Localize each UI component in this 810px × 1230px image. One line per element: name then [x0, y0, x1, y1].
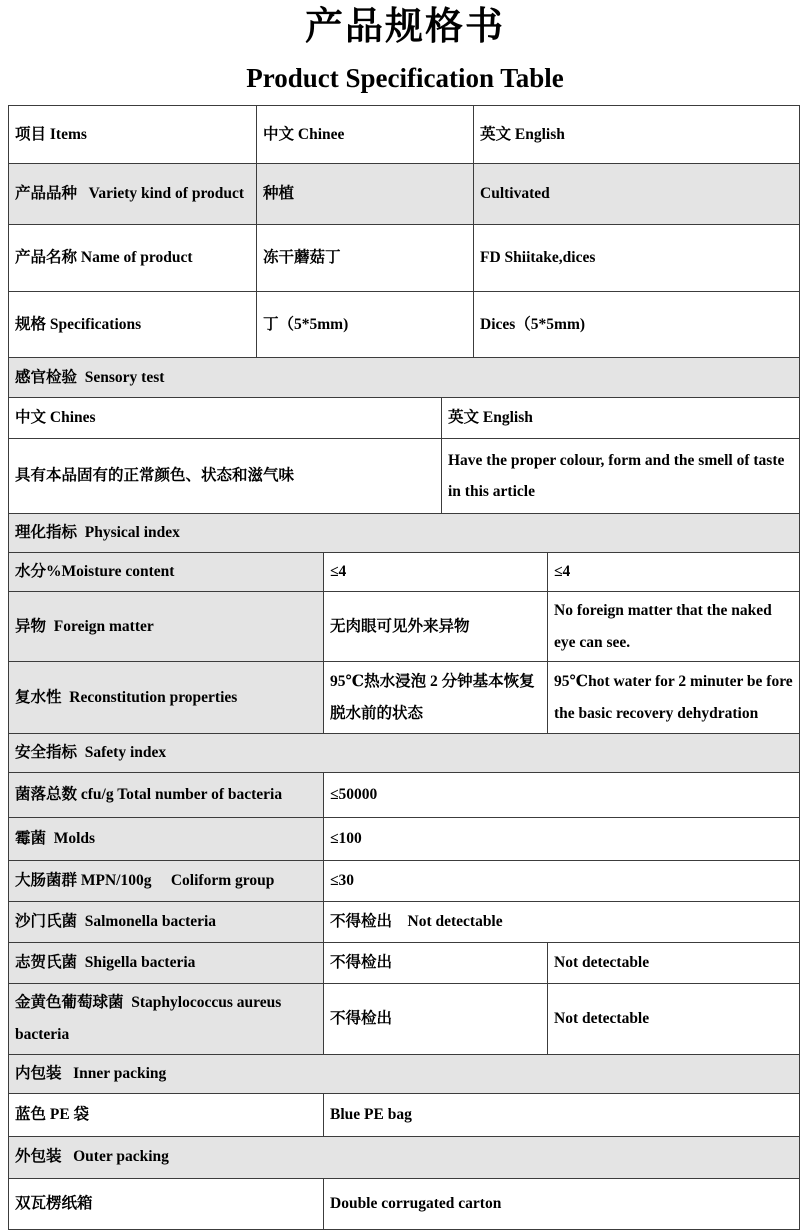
row-section-sensory-test	[9, 357, 799, 397]
cell-variety-en: Cultivated	[473, 164, 799, 224]
row-product-name	[9, 224, 799, 291]
cell-english-col-label: 英文 English	[473, 106, 799, 163]
spec-table	[8, 105, 800, 1229]
row-inner-packing	[9, 1093, 799, 1136]
cell-staphylococcus-cn: 不得检出	[323, 984, 547, 1054]
cell-specifications-label: 规格 Specifications	[15, 315, 142, 333]
cell-foreign-matter-cn: 无肉眼可见外来异物	[323, 592, 547, 662]
cell-sensory-cn-label: 中文 Chines	[15, 409, 96, 427]
cell-items-label: 项目 Items	[15, 125, 87, 143]
section-header-physical-index: 理化指标 Physical index	[9, 514, 799, 552]
row-total-bacteria	[9, 772, 799, 817]
cell-coliform-label: 大肠菌群 MPN/100g Coliform group	[9, 861, 323, 901]
cell-sensory-en-label: 英文 English	[441, 398, 799, 438]
row-molds	[9, 817, 799, 860]
cell-total-bacteria-label: 菌落总数 cfu/g Total number of bacteria	[9, 773, 323, 817]
cell-shigella-cn: 不得检出	[323, 943, 547, 983]
row-items-header	[9, 106, 799, 163]
page-subtitle: Product Specification Table	[246, 62, 564, 93]
cell-staphylococcus-en: Not detectable	[547, 984, 799, 1054]
row-reconstitution	[9, 661, 799, 733]
cell-specifications-en: Dices（5*5mm)	[473, 292, 799, 357]
cell-outer-packing-en: Double corrugated carton	[323, 1179, 799, 1229]
cell-inner-packing-en: Blue PE bag	[323, 1094, 799, 1136]
row-section-outer-packing	[9, 1136, 799, 1178]
cell-variety-cn: 种植	[256, 164, 473, 224]
row-sensory-description	[9, 438, 799, 513]
cell-reconstitution-label: 复水性 Reconstitution properties	[9, 662, 323, 733]
cell-foreign-matter-label: 异物 Foreign matter	[9, 592, 323, 662]
cell-total-bacteria-value: ≤50000	[323, 773, 799, 817]
cell-sensory-desc-cn: 具有本品固有的正常颜色、状态和滋气味	[15, 467, 295, 485]
cell-product-name-label: 产品名称 Name of product	[15, 249, 193, 267]
cell-reconstitution-cn: 95℃热水浸泡 2 分钟基本恢复脱水前的状态	[323, 662, 547, 733]
row-foreign-matter	[9, 591, 799, 662]
row-section-inner-packing	[9, 1054, 799, 1093]
cell-moisture-cn: ≤4	[323, 553, 547, 591]
cell-shigella-en: Not detectable	[547, 943, 799, 983]
cell-moisture-label: 水分%Moisture content	[9, 553, 323, 591]
section-header-outer-packing: 外包装 Outer packing	[9, 1137, 799, 1178]
cell-inner-packing-cn: 蓝色 PE 袋	[15, 1105, 90, 1123]
row-staphylococcus	[9, 983, 799, 1054]
row-coliform	[9, 860, 799, 901]
cell-variety-label: 产品品种 Variety kind of product	[9, 164, 256, 224]
cell-product-name-cn: 冻干蘑菇丁	[256, 225, 473, 291]
section-header-safety-index: 安全指标 Safety index	[9, 734, 799, 772]
cell-molds-label: 霉菌 Molds	[9, 818, 323, 860]
row-sensory-lang-header	[9, 397, 799, 438]
cell-reconstitution-en: 95℃hot water for 2 minuter be fore the basic recovery dehydration	[547, 662, 799, 733]
row-outer-packing	[9, 1178, 799, 1229]
cell-specifications-cn: 丁（5*5mm)	[256, 292, 473, 357]
cell-chinese-col-label: 中文 Chinee	[256, 106, 473, 163]
row-specifications	[9, 291, 799, 357]
row-section-physical-index	[9, 513, 799, 552]
cell-coliform-value: ≤30	[323, 861, 799, 901]
cell-salmonella-label: 沙门氏菌 Salmonella bacteria	[9, 902, 323, 942]
cell-salmonella-value: 不得检出 Not detectable	[323, 902, 799, 942]
cell-product-name-en: FD Shiitake,dices	[473, 225, 799, 291]
cell-foreign-matter-en: No foreign matter that the naked eye can see.	[547, 592, 799, 662]
cell-moisture-en: ≤4	[547, 553, 799, 591]
section-header-inner-packing: 内包装 Inner packing	[9, 1055, 799, 1093]
row-section-safety-index	[9, 733, 799, 772]
cell-sensory-desc-en: Have the proper colour, form and the smell of taste in this article	[441, 439, 799, 513]
row-salmonella	[9, 901, 799, 942]
row-shigella	[9, 942, 799, 983]
cell-outer-packing-cn: 双瓦楞纸箱	[15, 1194, 93, 1212]
row-moisture	[9, 552, 799, 591]
section-header-sensory-test: 感官检验 Sensory test	[9, 358, 799, 397]
page-title: 产品规格书	[304, 6, 505, 48]
cell-staphylococcus-label: 金黄色葡萄球菌 Staphylococcus aureus bacteria	[9, 984, 323, 1054]
cell-molds-value: ≤100	[323, 818, 799, 860]
cell-shigella-label: 志贺氏菌 Shigella bacteria	[9, 943, 323, 983]
row-variety	[9, 163, 799, 224]
